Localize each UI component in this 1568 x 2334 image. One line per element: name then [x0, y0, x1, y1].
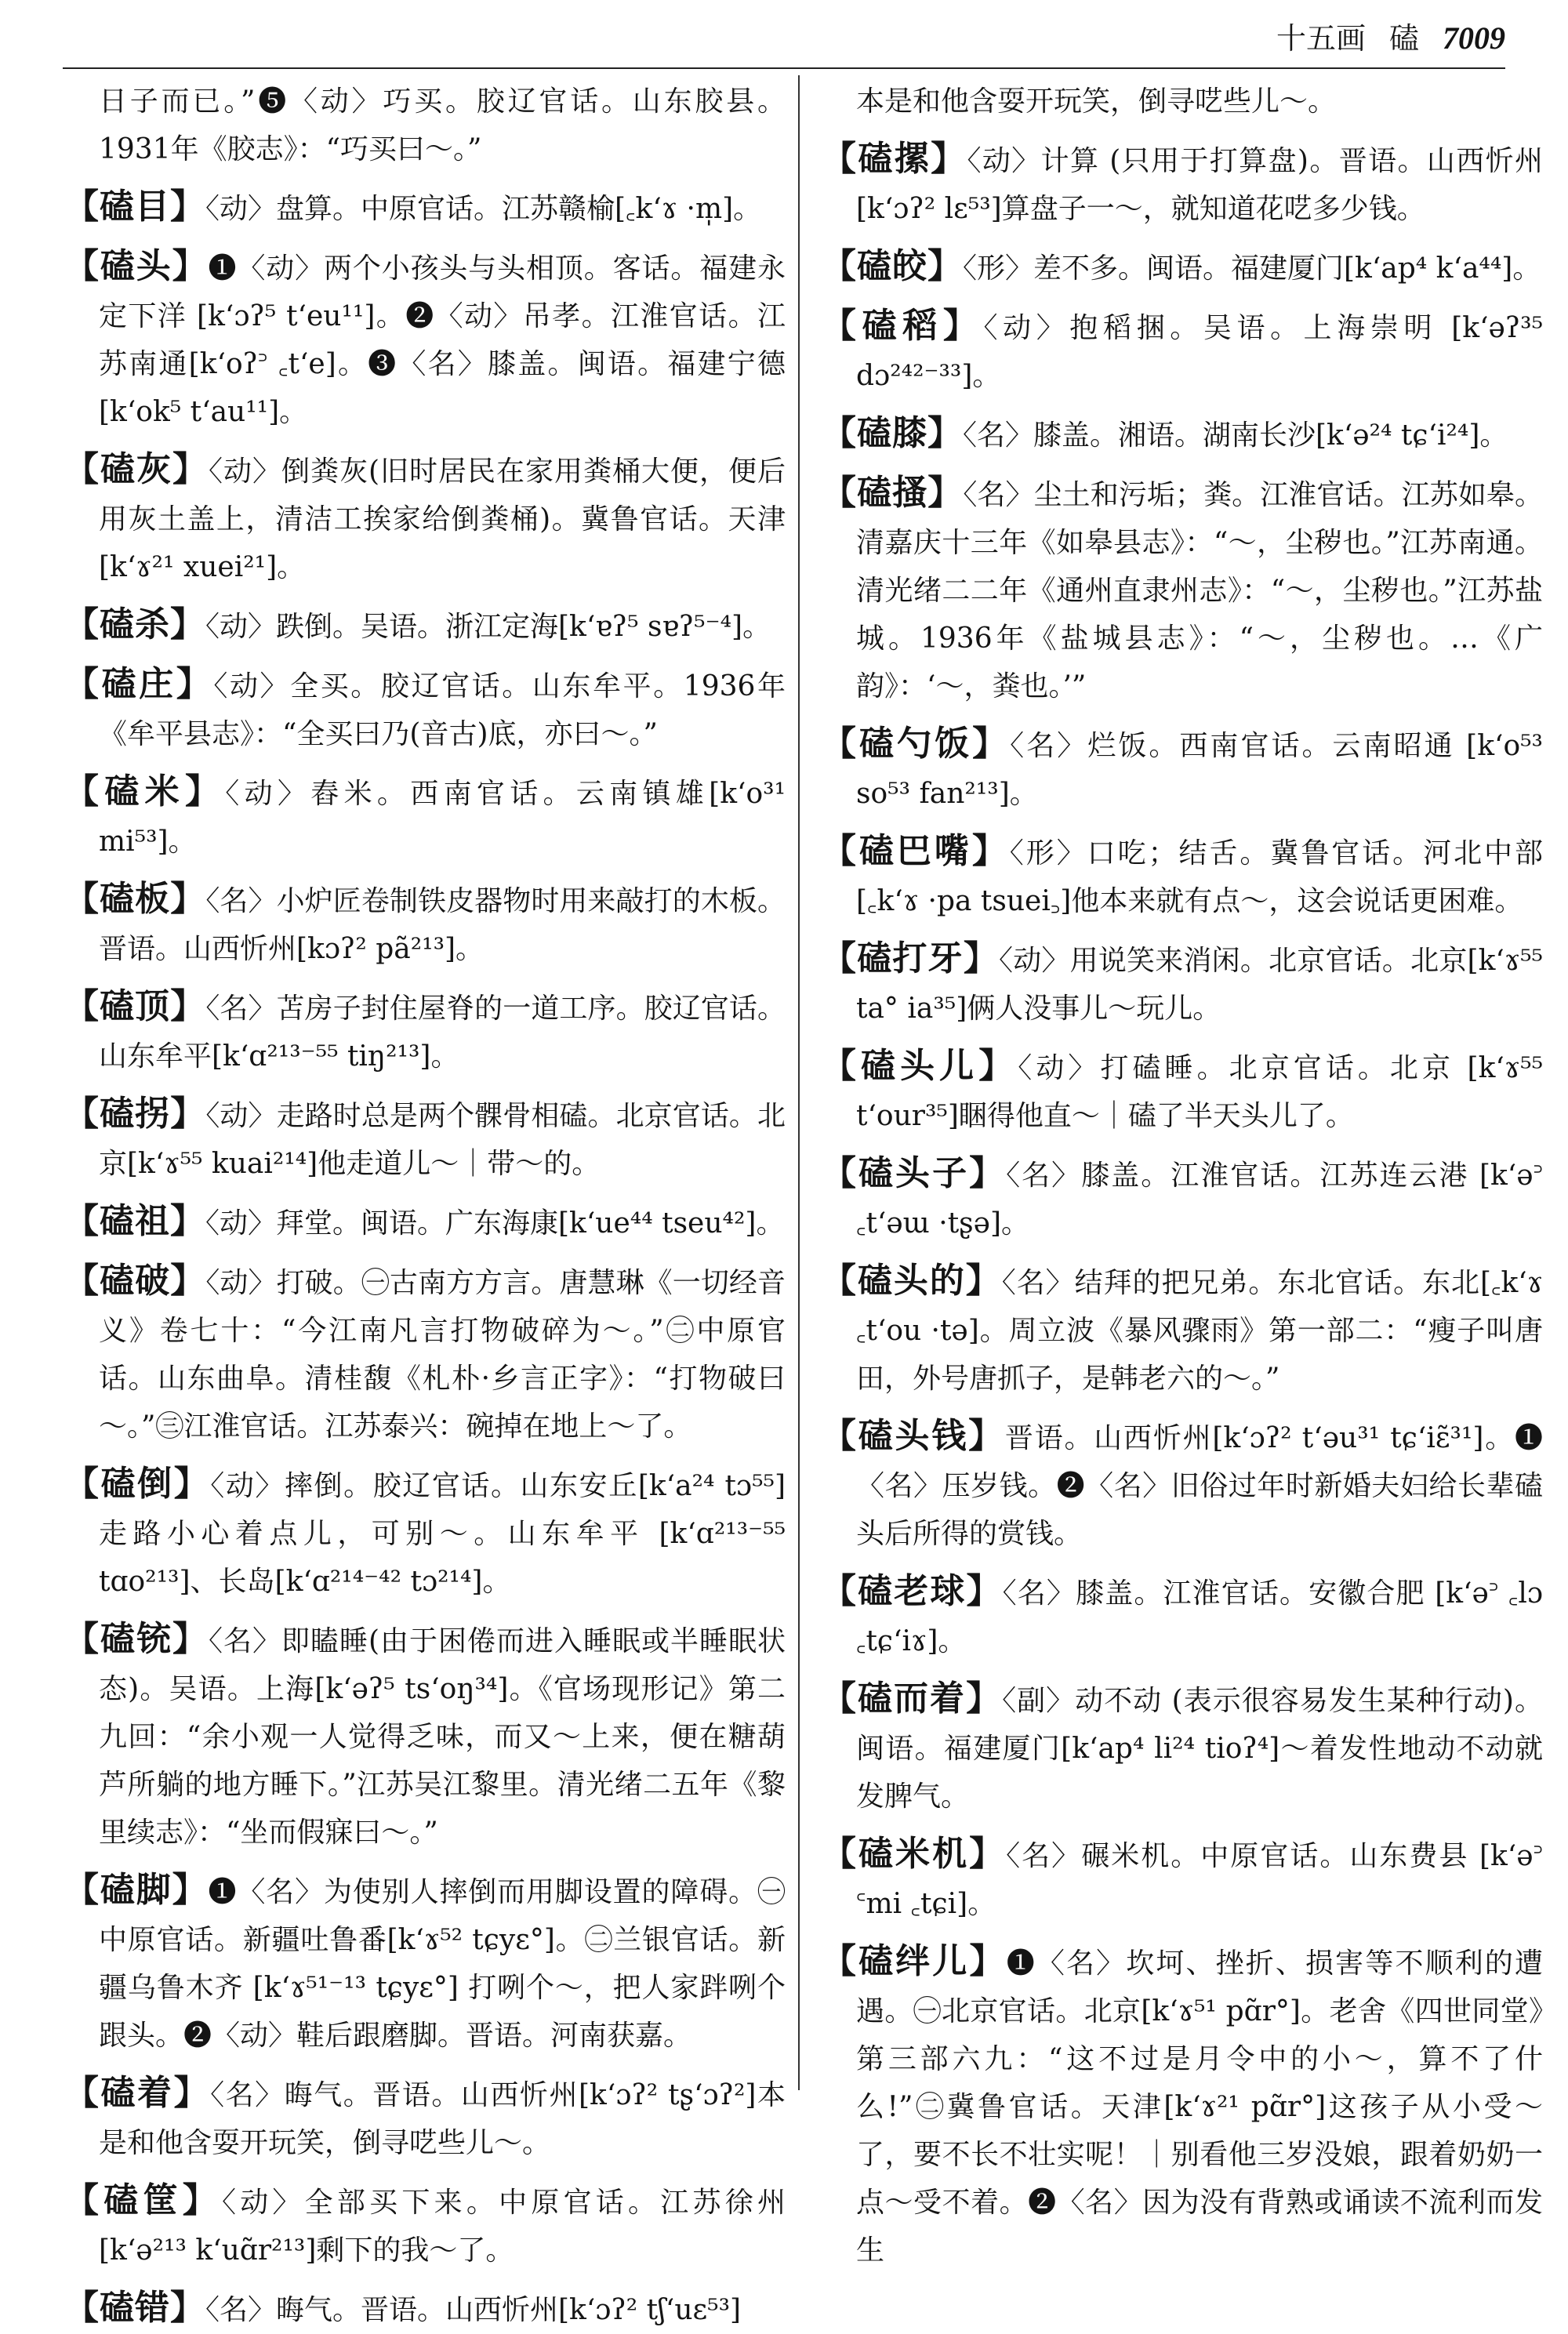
entry-headword: 【磕搔】	[822, 473, 964, 513]
entry-definition: 〈名〉晦气。晋语。山西忻州[kʻɔʔ² tʂʻɔʔ²]本是和他含耍开玩笑，倒寻呓些儿～。	[99, 2079, 786, 2159]
entry-definition: 〈副〉动不动 (表示很容易发生某种行动)。闽语。福建厦门[kʻap⁴ li²⁴ tioʔ⁴]～着发性地动不动就发脾气。	[856, 1685, 1543, 1813]
header-character: 磕	[1388, 21, 1419, 56]
dictionary-entry	[822, 1149, 1543, 1247]
entry-headword: 【磕倒】	[64, 1464, 211, 1504]
entry-headword: 【磕破】	[64, 1261, 206, 1301]
entry-headword: 【磕错】	[64, 2288, 205, 2328]
entry-definition: 〈形〉口吃；结舌。冀鲁官话。河北中部[꜀kʻɤ ·pa tsuei꜆]他本来就有点～，这会说话更困难。	[856, 837, 1543, 917]
entry-headword: 【磕板】	[64, 879, 206, 919]
entry-definition: 〈动〉舂米。西南官话。云南镇雄[kʻo³¹ mi⁵³]。	[99, 778, 786, 858]
entry-headword: 【磕拐】	[64, 1094, 206, 1134]
entry-definition: 〈名〉膝盖。江淮官话。江苏连云港 [kʻə꜄ ꜀tʻəɯ ·tʂə]。	[856, 1160, 1544, 1240]
entry-headword: 【磕打牙】	[822, 938, 1000, 978]
entry-definition: 〈名〉尘土和污垢；粪。江淮官话。江苏如皋。清嘉庆十三年《如皋县志》：“～，尘秽也。”江苏南通。清光绪二二年《通州直隶州志》：“～，尘秽也。”江苏盐城。1936年《盐城县志》：“～，尘秽也。…《广韵》：‘～，粪也。’”	[856, 479, 1543, 702]
entry-headword: 【磕目】	[64, 187, 205, 227]
entry-definition: 〈名〉苫房子封住屋脊的一道工序。胶辽官话。山东牟平[kʻɑ²¹³⁻⁵⁵ tiŋ²¹³]。	[99, 993, 786, 1073]
entry-headword: 【磕庄】	[64, 664, 214, 704]
dictionary-entry	[64, 1866, 786, 2060]
dictionary-entry	[822, 409, 1543, 459]
dictionary-entry	[64, 1615, 786, 1857]
dictionary-entry	[822, 302, 1543, 400]
entry-headword: 【磕头儿】	[822, 1046, 1018, 1086]
right-column	[822, 75, 1544, 2267]
entry-headword: 【磕杀】	[64, 604, 205, 644]
entry-definition: 〈动〉全部买下来。中原官话。江苏徐州 [kʻə²¹³ kʻuɑ̃r²¹³]剩下的我～了。	[99, 2187, 786, 2267]
dictionary-entry	[822, 1937, 1543, 2274]
entry-headword: 【磕勺饭】	[822, 724, 1011, 764]
dictionary-entry	[64, 601, 786, 651]
entry-definition: 〈名〉结拜的把兄弟。东北官话。东北[꜀kʻɤ ꜀tʻou ·tə]。周立波《暴风骤雨》第一部二：“瘦子叫唐田，外号唐抓子，是韩老六的～。”	[856, 1267, 1544, 1395]
dictionary-entry	[64, 242, 786, 436]
entry-headword: 【磕头子】	[822, 1153, 1007, 1193]
entry-definition: 〈动〉打破。㊀古南方方言。唐慧琳《一切经音义》卷七十：“今江南凡言打物破碎为～。”㊁中原官话。山东曲阜。清桂馥《札朴·乡言正字》：“打物破曰～。”㊂江淮官话。江苏泰兴：碗掉在地上～了。	[99, 1267, 786, 1443]
entry-headword: 【磕头钱】	[822, 1416, 1005, 1456]
entry-headword: 【磕灰】	[64, 449, 209, 489]
entry-definition: 〈动〉打磕睡。北京官话。北京 [kʻɤ⁵⁵ tʻour³⁵]睏得他直～｜磕了半天头儿了。	[856, 1052, 1544, 1132]
entry-headword: 【磕米】	[64, 771, 226, 811]
dictionary-entry	[64, 2069, 786, 2167]
entry-headword: 【磕头的】	[822, 1261, 1002, 1301]
entry-headword: 【磕祖】	[64, 1201, 205, 1241]
dictionary-entry	[822, 1830, 1543, 1928]
dictionary-entry	[822, 1675, 1543, 1820]
entry-headword: 【磕脚】	[64, 1870, 209, 1910]
dictionary-entry	[64, 1090, 786, 1188]
dictionary-entry	[822, 135, 1543, 233]
entry-definition: ❶〈名〉坎坷、挫折、损害等不顺利的遭遇。㊀北京官话。北京[kʻɤ⁵¹ pɑ̃r°]。老舍《四世同堂》第三部六九：“这不过是月令中的小～，算不了什么!”㊁冀鲁官话。天津[kʻɤ²¹ pɑ̃r°]这孩子从小受～了，要不长不壮实呢！｜别看他三岁没娘，跟着奶奶一点～受不着。❷〈名〉因为没有背熟或诵读不流利而发生	[856, 1947, 1543, 2267]
dictionary-entry	[822, 1567, 1543, 1665]
dictionary-entry	[822, 1257, 1543, 1403]
entry-definition: 日子而已。”❺〈动〉巧买。胶辽官话。山东胶县。1931年《胶志》：“巧买曰～。”	[99, 85, 786, 165]
entry-definition: 〈动〉倒粪灰(旧时居民在家用粪桶大便，便后用灰土盖上，清洁工挨家给倒粪桶)。冀鲁官话。天津[kʻɤ²¹ xuei²¹]。	[99, 456, 786, 583]
entry-definition: 〈名〉小炉匠卷制铁皮器物时用来敲打的木板。晋语。山西忻州[kɔʔ² pã²¹³]。	[99, 885, 786, 965]
dictionary-entry	[64, 2284, 786, 2334]
dictionary-entry	[822, 935, 1543, 1033]
entry-definition: 〈动〉用说笑来消闲。北京官话。北京[kʻɤ⁵⁵ ta° ia³⁵]俩人没事儿～玩儿。	[856, 945, 1543, 1025]
entry-definition: 本是和他含耍开玩笑，倒寻呓些儿～。	[856, 85, 1337, 118]
dictionary-entry	[64, 445, 786, 591]
left-column	[64, 75, 786, 2328]
entry-definition: 〈名〉晦气。晋语。山西忻州[kʻɔʔ² tʃʻuɛ⁵³]	[205, 2294, 742, 2326]
dictionary-entry	[64, 183, 786, 233]
dictionary-entry	[822, 1412, 1543, 1558]
dictionary-entry	[64, 875, 786, 973]
dictionary-entry	[822, 1042, 1543, 1140]
entry-definition: 〈动〉摔倒。胶辽官话。山东安丘[kʻa²⁴ tɔ⁵⁵]走路小心着点儿，可别～。山东牟平 [kʻɑ²¹³⁻⁵⁵ tɑo²¹³]、长岛[kʻɑ²¹⁴⁻⁴² tɔ²¹⁴]。	[99, 1470, 786, 1598]
entry-definition: 〈名〉烂饭。西南官话。云南昭通 [kʻo⁵³ so⁵³ fan²¹³]。	[856, 730, 1543, 810]
entry-definition: 〈动〉盘算。中原官话。江苏赣榆[꜀kʻɤ ·m̩]。	[205, 193, 762, 225]
column-divider	[798, 75, 800, 2090]
page-header	[63, 14, 1505, 66]
entry-definition: 晋语。山西忻州[kʻɔʔ² tʻəu³¹ tɕʻiɛ̃³¹]。❶〈名〉压岁钱。❷〈名〉旧俗过年时新婚夫妇给长辈磕头后所得的赏钱。	[856, 1422, 1543, 1550]
entry-definition: 〈动〉跌倒。吴语。浙江定海[kʻɐʔ⁵ sɐʔ⁵⁻⁴]。	[205, 611, 771, 643]
dictionary-entry	[822, 75, 1543, 125]
entry-definition: 〈动〉抱稻捆。吴语。上海崇明 [kʻəʔ³⁵ dɔ²⁴²⁻³³]。	[856, 312, 1544, 392]
entry-headword: 【磕顶】	[64, 986, 206, 1026]
entry-headword: 【磕膝】	[822, 413, 963, 453]
dictionary-entry	[64, 982, 786, 1080]
header-rule	[63, 67, 1505, 69]
dictionary-entry	[822, 469, 1543, 710]
section-label: 十五画	[1276, 21, 1366, 56]
entry-headword: 【磕皎】	[822, 246, 963, 286]
entry-headword: 【磕摞】	[822, 139, 967, 179]
entry-definition: 〈动〉走路时总是两个髁骨相磕。北京官话。北京[kʻɤ⁵⁵ kuai²¹⁴]他走道儿～｜带～的。	[99, 1100, 786, 1180]
entry-headword: 【磕稻】	[822, 306, 984, 346]
dictionary-entry	[822, 827, 1543, 925]
entry-definition: 〈动〉计算 (只用于打算盘)。晋语。山西忻州[kʻɔʔ² lɛ⁵³]算盘子一～，就知道花呓多少钱。	[856, 145, 1543, 225]
entry-definition: 〈名〉碾米机。中原官话。山东费县 [kʻə꜄ ꜂mi ꜀tɕi]。	[856, 1840, 1544, 1920]
entry-definition: ❶〈动〉两个小孩头与头相顶。客话。福建永定下洋 [kʻɔʔ⁵ tʻeu¹¹]。❷〈动〉吊孝。江淮官话。江苏南通[kʻoʔ꜄ ꜀tʻe]。❸〈名〉膝盖。闽语。福建宁德[kʻok⁵ tʻau¹¹]。	[99, 252, 786, 428]
entry-headword: 【磕老球】	[822, 1571, 1003, 1611]
dictionary-entry	[64, 768, 786, 866]
dictionary-entry	[64, 2176, 786, 2274]
entry-headword: 【磕头】	[64, 246, 209, 286]
entry-definition: 〈动〉全买。胶辽官话。山东牟平。1936年《牟平县志》：“全买曰乃(音古)底，亦曰～。”	[99, 670, 786, 750]
entry-definition: 〈名〉膝盖。湘语。湖南长沙[kʻə²⁴ tɕʻi²⁴]。	[963, 419, 1508, 452]
entry-headword: 【磕铳】	[64, 1619, 209, 1659]
entry-headword: 【磕着】	[64, 2073, 211, 2113]
dictionary-entry	[64, 75, 786, 173]
dictionary-entry	[822, 242, 1543, 292]
entry-definition: 〈名〉即瞌睡(由于困倦而进入睡眠或半睡眠状态)。吴语。上海[kʻəʔ⁵ tsʻoŋ³⁴]。《官场现形记》第二九回：“余小观一人觉得乏味，而又～上来，便在糖葫芦所躺的地方睡下。”江苏吴江黎里。清光绪二五年《黎里续志》：“坐而假寐曰～。”	[99, 1625, 786, 1849]
entry-headword: 【磕绊儿】	[822, 1941, 1007, 1981]
page-number: 7009	[1443, 20, 1505, 56]
entry-headword: 【磕巴嘴】	[822, 831, 1010, 871]
dictionary-entry	[64, 1197, 786, 1247]
dictionary-entry	[64, 1257, 786, 1450]
entry-definition: 〈动〉拜堂。闽语。广东海康[kʻue⁴⁴ tseu⁴²]。	[205, 1207, 785, 1240]
entry-headword: 【磕筐】	[64, 2180, 222, 2220]
entry-headword: 【磕而着】	[822, 1679, 1003, 1719]
entry-definition: ❶〈名〉为使别人摔倒而用脚设置的障碍。㊀中原官话。新疆吐鲁番[kʻɤ⁵² tɕyɛ°]。㊁兰银官话。新疆乌鲁木齐 [kʻɤ⁵¹⁻¹³ tɕyɛ°] 打咧个～，把人家跘咧个跟头。❷〈动〉鞋后跟磨脚。晋语。河南获嘉。	[99, 1876, 786, 2052]
entry-definition: 〈形〉差不多。闽语。福建厦门[kʻap⁴ kʻa⁴⁴]。	[963, 252, 1541, 285]
entry-headword: 【磕米机】	[822, 1834, 1007, 1874]
dictionary-entry	[822, 720, 1543, 818]
entry-definition: 〈名〉膝盖。江淮官话。安徽合肥 [kʻə꜄ ꜀lɔ ꜀tɕʻiɤ]。	[856, 1577, 1543, 1657]
dictionary-entry	[64, 660, 786, 758]
dictionary-entry	[64, 1460, 786, 1606]
